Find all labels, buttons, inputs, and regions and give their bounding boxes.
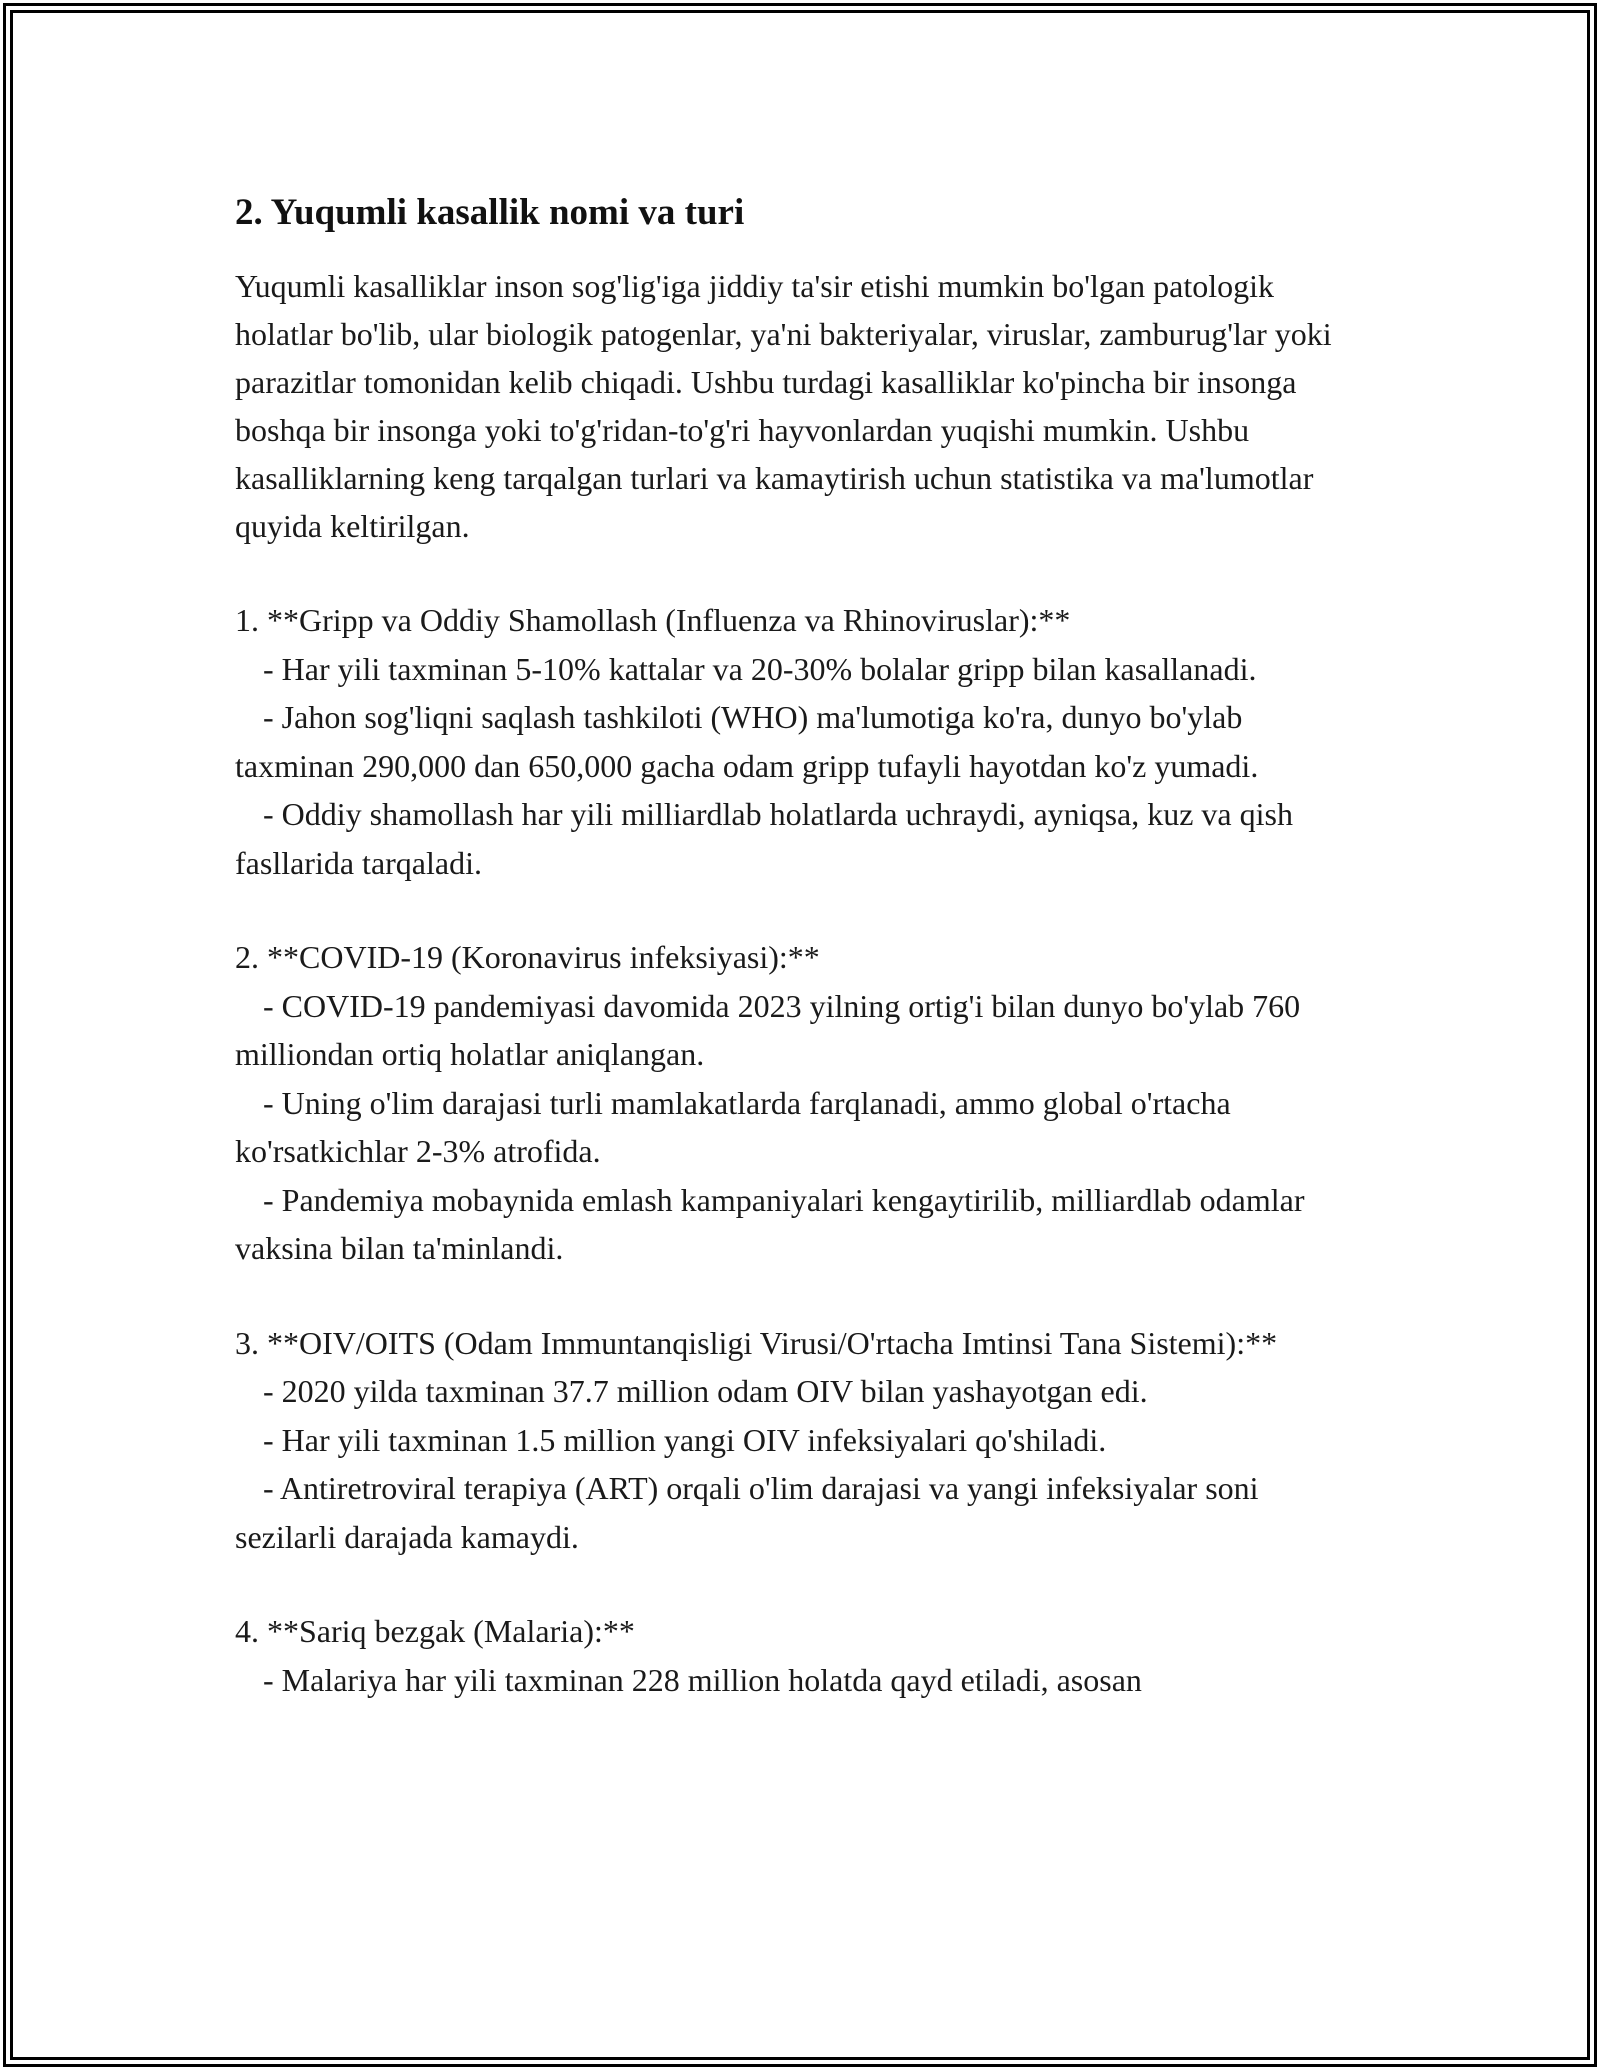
- list-item-covid: [235, 933, 1365, 1273]
- bullet-text: - Jahon sog'liqni saqlash tashkiloti (WHO) ma'lumotiga ko'ra, dunyo bo'ylab taxminan 290,000 dan 650,000 gacha odam gripp tufayli hayotdan ko'z yumadi.: [235, 699, 1259, 784]
- bullet-text: - 2020 yilda taxminan 37.7 million odam OIV bilan yashayotgan edi.: [263, 1373, 1148, 1409]
- bullet-text: - Malariya har yili taxminan 228 million holatda qayd etiladi, asosan: [263, 1661, 1142, 1698]
- list-item-hiv: [235, 1319, 1365, 1562]
- list-item-influenza: [235, 596, 1365, 887]
- list-item-title: 1. **Gripp va Oddiy Shamollash (Influenza va Rhinoviruslar):**: [235, 602, 1071, 638]
- section-heading: 2. Yuqumli kasallik nomi va turi: [235, 192, 745, 233]
- bullet-text: - Antiretroviral terapiya (ART) orqali o'lim darajasi va yangi infeksiyalar soni sezilarli darajada kamaydi.: [235, 1470, 1267, 1555]
- list-item-title: 3. **OIV/OITS (Odam Immuntanqisligi Virusi/O'rtacha Imtinsi Tana Sistemi):**: [235, 1324, 1278, 1361]
- intro-paragraph: Yuqumli kasalliklar inson sog'lig'iga jiddiy ta'sir etishi mumkin bo'lgan patologik holatlar bo'lib, ular biologik patogenlar, ya'ni bakteriyalar, viruslar, zamburug'lar yoki parazitlar tomonidan kelib chiqadi. Ushbu turdagi kasalliklar ko'pincha bir insonga boshqa bir insonga yoki to'g'ridan-to'g'ri hayvonlardan yuqishi mumkin. Ushbu kasalliklarning keng tarqalgan turlari va kamaytirish uchun statistika va ma'lumotlar quyida keltirilgan.: [235, 268, 1340, 544]
- bullet-text: - Har yili taxminan 5-10% kattalar va 20-30% bolalar gripp bilan kasallanadi.: [263, 650, 1257, 687]
- document-body: [235, 186, 1365, 1704]
- bullet-text: - Uning o'lim darajasi turli mamlakatlarda farqlanadi, ammo global o'rtacha ko'rsatkichlar 2-3% atrofida.: [235, 1084, 1239, 1169]
- bullet-text: - Oddiy shamollash har yili milliardlab holatlarda uchraydi, ayniqsa, kuz va qish fasllarida tarqaladi.: [235, 796, 1301, 881]
- list-item-malaria: [235, 1607, 1365, 1704]
- bullet-text: - Har yili taxminan 1.5 million yangi OIV infeksiyalari qo'shiladi.: [263, 1421, 1107, 1458]
- bullet-text: - COVID-19 pandemiyasi davomida 2023 yilning ortig'i bilan dunyo bo'ylab 760 milliondan ortiq holatlar aniqlangan.: [235, 987, 1309, 1072]
- list-item-title: 4. **Sariq bezgak (Malaria):**: [235, 1613, 635, 1649]
- list-item-title: 2. **COVID-19 (Koronavirus infeksiyasi):**: [235, 939, 820, 975]
- bullet-text: - Pandemiya mobaynida emlash kampaniyalari kengaytirilib, milliardlab odamlar vaksina bilan ta'minlandi.: [235, 1181, 1313, 1266]
